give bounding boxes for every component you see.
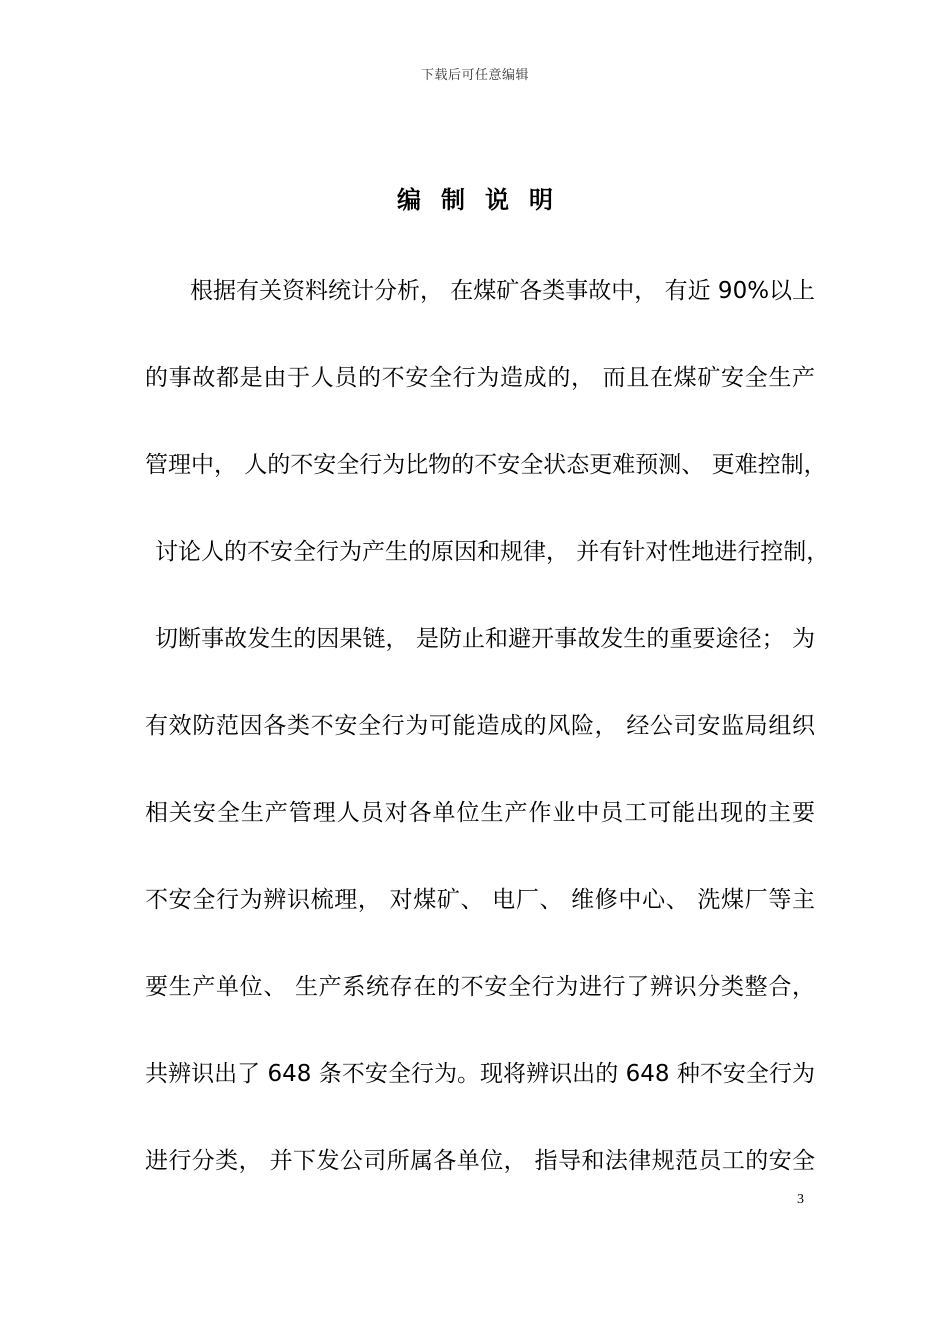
paragraph-line: 共辨识出了 648 条不安全行为。现将辨识出的 648 种不安全行为 <box>145 1061 815 1087</box>
document-title: 编制说明 <box>397 186 573 214</box>
paragraph-line: 不安全行为辨识梳理， 对煤矿、 电厂、 维修中心、 洗煤厂等主 <box>145 887 815 913</box>
page-header-note: 下载后可任意编辑 <box>420 68 529 83</box>
paragraph-line: 讨论人的不安全行为产生的原因和规律， 并有针对性地进行控制， <box>155 539 830 565</box>
paragraph-line: 进行分类， 并下发公司所属各单位， 指导和法律规范员工的安全 <box>145 1148 815 1174</box>
paragraph-line: 有效防范因各类不安全行为可能造成的风险， 经公司安监局组织 <box>145 713 815 739</box>
page-number: 3 <box>797 1192 804 1207</box>
paragraph-line: 根据有关资料统计分析， 在煤矿各类事故中， 有近 90%以上 <box>190 278 816 304</box>
paragraph-line: 的事故都是由于人员的不安全行为造成的， 而且在煤矿安全生产 <box>145 365 815 391</box>
paragraph-line: 切断事故发生的因果链， 是防止和避开事故发生的重要途径； 为 <box>155 626 815 652</box>
paragraph-line: 相关安全生产管理人员对各单位生产作业中员工可能出现的主要 <box>145 800 815 826</box>
paragraph-line: 要生产单位、 生产系统存在的不安全行为进行了辨识分类整合， <box>145 974 815 1000</box>
paragraph-line: 管理中， 人的不安全行为比物的不安全状态更难预测、 更难控制， <box>145 452 827 478</box>
